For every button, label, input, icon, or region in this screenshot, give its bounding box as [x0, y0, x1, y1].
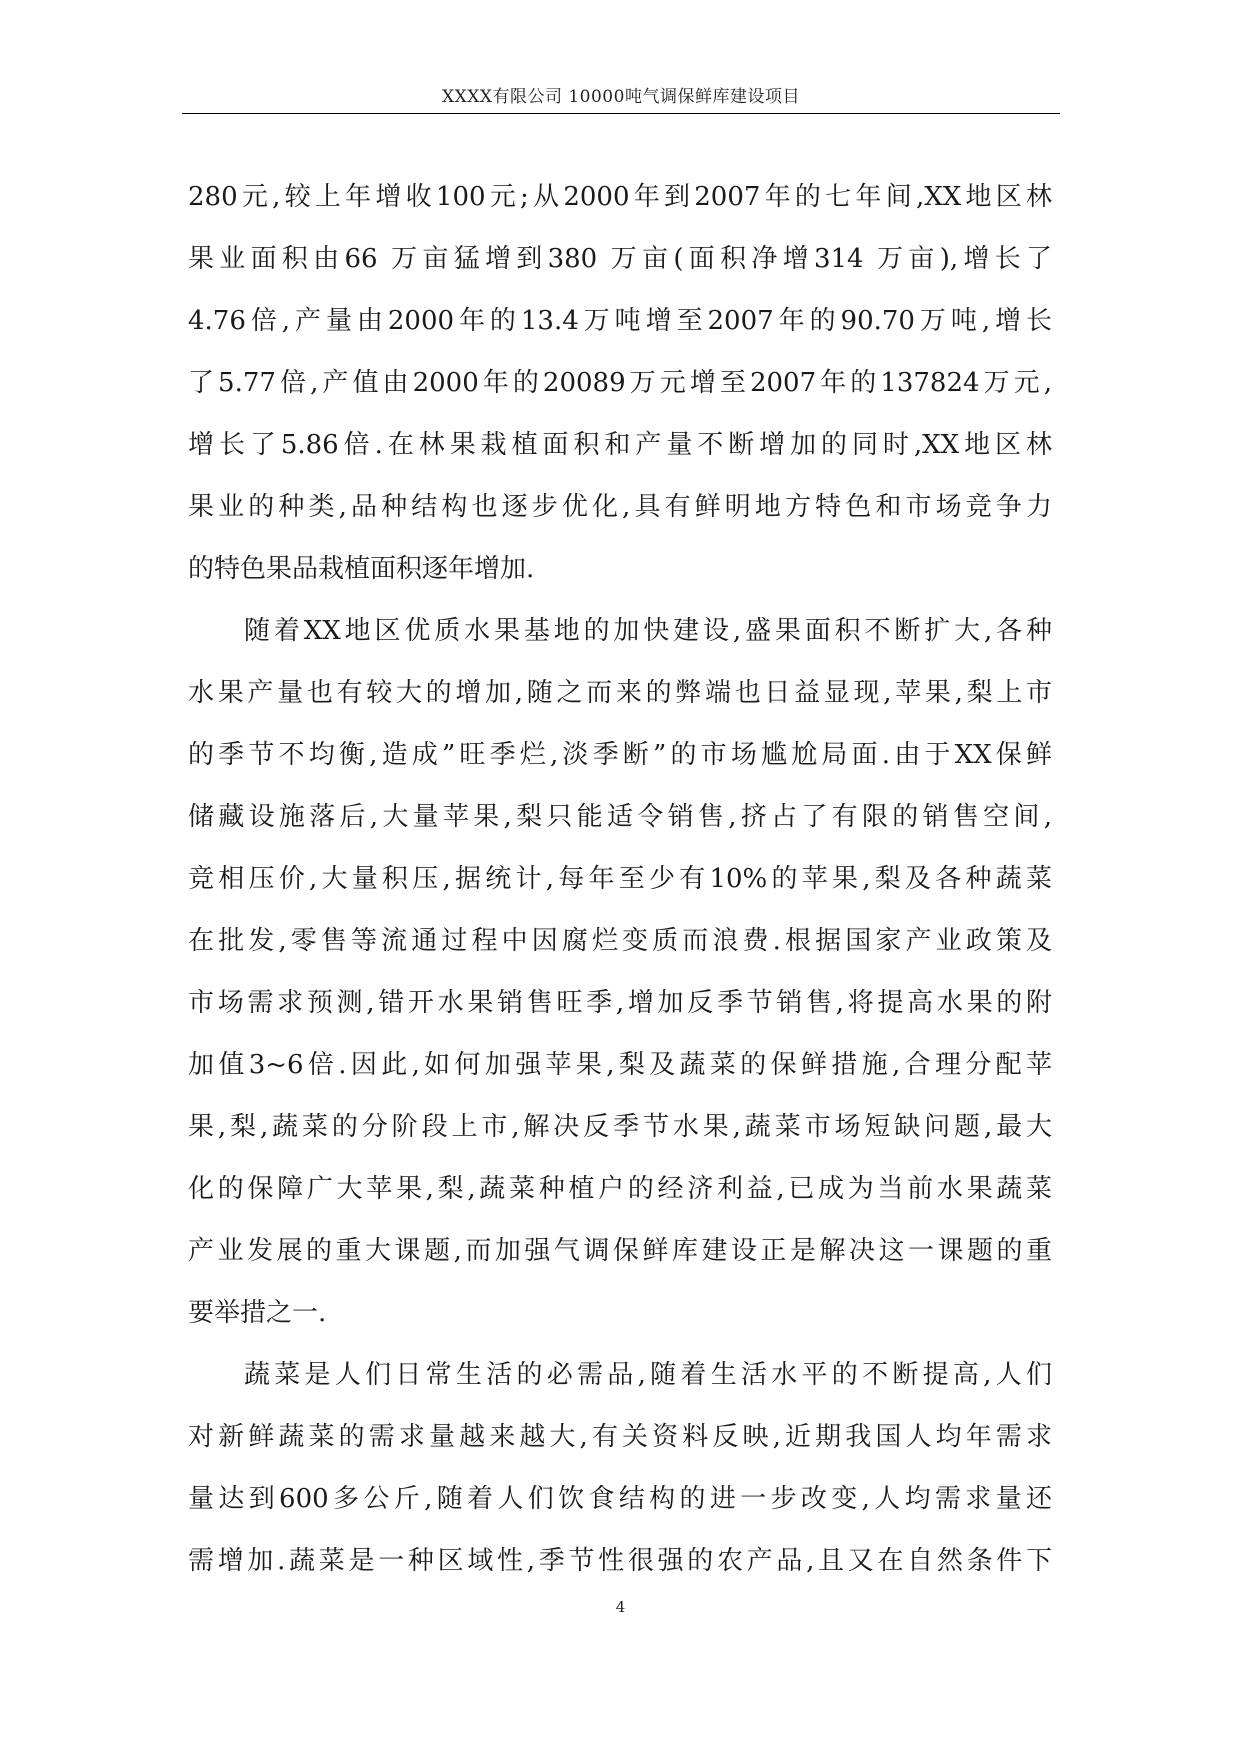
- paragraph-2-line: 的季节不均衡,造成”旺季烂,淡季断”的市场尴尬局面.由于XX保鲜: [188, 740, 1052, 770]
- paragraph-2-line: 产业发展的重大课题,而加强气调保鲜库建设正是解决这一课题的重: [188, 1236, 1052, 1266]
- paragraph-2-line: 果,梨,蔬菜的分阶段上市,解决反季节水果,蔬菜市场短缺问题,最大: [188, 1112, 1052, 1142]
- paragraph-3-line: 量达到600多公斤,随着人们饮食结构的进一步改变,人均需求量还: [188, 1484, 1052, 1514]
- paragraph-1-line: 的特色果品栽植面积逐年增加.: [188, 554, 535, 584]
- paragraph-1-line: 果业面积由66 万亩猛增到380 万亩(面积净增314 万亩),增长了: [188, 244, 1052, 274]
- header-divider: [182, 113, 1060, 114]
- paragraph-1-line: 增长了5.86倍.在林果栽植面积和产量不断增加的同时,XX地区林: [188, 430, 1052, 460]
- paragraph-2-line: 水果产量也有较大的增加,随之而来的弊端也日益显现,苹果,梨上市: [188, 678, 1052, 708]
- paragraph-2-line: 竞相压价,大量积压,据统计,每年至少有10%的苹果,梨及各种蔬菜: [188, 864, 1052, 894]
- paragraph-2-line: 储藏设施落后,大量苹果,梨只能适令销售,挤占了有限的销售空间,: [188, 802, 1052, 832]
- paragraph-1-line: 280元,较上年增收100元;从2000年到2007年的七年间,XX地区林: [188, 182, 1052, 212]
- paragraph-1-line: 了5.77倍,产值由2000年的20089万元增至2007年的137824万元,: [188, 368, 1052, 398]
- paragraph-2-line: 化的保障广大苹果,梨,蔬菜种植户的经济利益,已成为当前水果蔬菜: [188, 1174, 1052, 1204]
- paragraph-2-line: 市场需求预测,错开水果销售旺季,增加反季节销售,将提高水果的附: [188, 988, 1052, 1018]
- paragraph-2-line: 在批发,零售等流通过程中因腐烂变质而浪费.根据国家产业政策及: [188, 926, 1052, 956]
- paragraph-2-line: 加值3~6倍.因此,如何加强苹果,梨及蔬菜的保鲜措施,合理分配苹: [188, 1050, 1052, 1080]
- paragraph-3-line: 对新鲜蔬菜的需求量越来越大,有关资料反映,近期我国人均年需求: [188, 1422, 1052, 1452]
- paragraph-2-line: 要举措之一.: [188, 1298, 327, 1328]
- paragraph-3-line: 蔬菜是人们日常生活的必需品,随着生活水平的不断提高,人们: [244, 1360, 1052, 1390]
- body-text: [188, 166, 1052, 1592]
- page-number: 4: [615, 1598, 626, 1616]
- running-header: XXXX有限公司 10000吨气调保鲜库建设项目: [442, 87, 800, 107]
- paragraph-3-line: 需增加.蔬菜是一种区域性,季节性很强的农产品,且又在自然条件下: [188, 1546, 1052, 1576]
- paragraph-2-line: 随着XX地区优质水果基地的加快建设,盛果面积不断扩大,各种: [244, 616, 1052, 646]
- paragraph-1-line: 果业的种类,品种结构也逐步优化,具有鲜明地方特色和市场竞争力: [188, 492, 1052, 522]
- paragraph-1-line: 4.76倍,产量由2000年的13.4万吨增至2007年的90.70万吨,增长: [188, 306, 1052, 336]
